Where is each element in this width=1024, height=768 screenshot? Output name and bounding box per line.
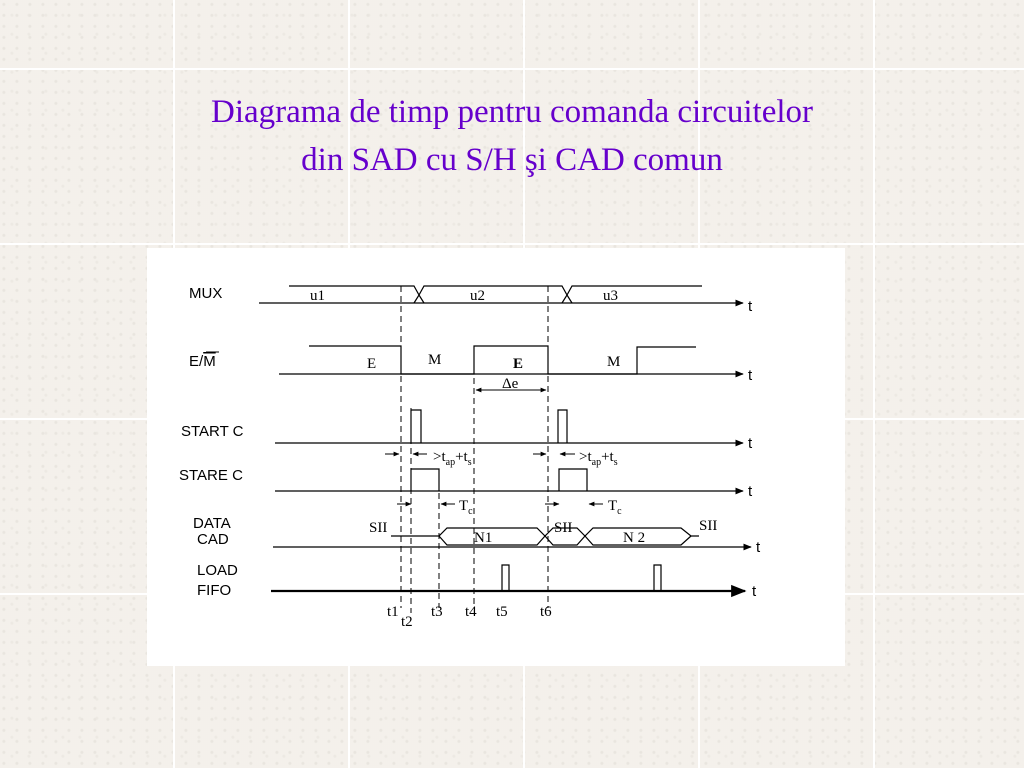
tc-label-1: $T_c$ <box>459 498 473 517</box>
stare-pulses <box>411 469 587 491</box>
signal-label-fifo: FIFO <box>197 582 232 599</box>
em-state-3: E <box>513 356 524 372</box>
em-state-2: M <box>428 352 442 368</box>
timing-diagram-panel <box>147 248 845 666</box>
delta-e-label: Δe <box>502 376 519 392</box>
timing-diagram <box>147 248 845 666</box>
sii-label-2: SII <box>554 520 573 536</box>
signal-label-cad: CAD <box>197 531 229 548</box>
signal-label-em-bar: M <box>203 353 216 370</box>
data-axis-label: t <box>756 539 761 556</box>
data-word-n2: N 2 <box>623 530 646 546</box>
mux-value-u3: u3 <box>603 288 618 304</box>
signal-label-data: DATA <box>193 515 231 532</box>
mux-bus-waveform <box>289 286 702 303</box>
data-word-n1: N1 <box>474 530 493 546</box>
tap-ts-label-2: $>t_{ap}+t_s$ <box>579 449 618 468</box>
time-mark-t5: t5 <box>496 604 508 620</box>
start-pulses <box>411 410 567 443</box>
em-axis-label: t <box>748 367 753 384</box>
time-mark-t3: t3 <box>431 604 443 620</box>
signal-label-stare: STARE C <box>179 467 243 484</box>
data-bus-waveform <box>391 528 699 545</box>
em-state-4: M <box>607 354 621 370</box>
signal-label-em-prefix: E/ <box>189 353 204 370</box>
tap-ts-label-1: $>t_{ap}+t_s$ <box>433 449 472 468</box>
start-axis-label: t <box>748 435 753 452</box>
time-mark-t1: t1 <box>387 604 399 620</box>
signal-label-load: LOAD <box>197 562 238 579</box>
mux-value-u1: u1 <box>310 288 325 304</box>
time-mark-t4: t4 <box>465 604 477 620</box>
signal-label-start: START C <box>181 423 244 440</box>
time-marker-lines <box>401 286 548 613</box>
sii-label-1: SII <box>369 520 388 536</box>
em-state-1: E <box>367 356 377 372</box>
signal-label-em <box>189 353 216 370</box>
load-pulses <box>502 565 661 591</box>
mux-value-u2: u2 <box>470 288 485 304</box>
stare-axis-label: t <box>748 483 753 500</box>
time-mark-t2: t2 <box>401 614 413 630</box>
title-line-2: din SAD cu S/H şi CAD comun <box>301 142 723 178</box>
signal-label-mux: MUX <box>189 285 223 302</box>
tc-label-2: $T_c$ <box>608 498 622 517</box>
mux-axis-label: t <box>748 298 753 315</box>
slide-title <box>0 88 1024 184</box>
time-mark-t6: t6 <box>540 604 552 620</box>
sii-label-3: SII <box>699 518 718 534</box>
load-axis-label: t <box>752 583 757 600</box>
title-line-1: Diagrama de timp pentru comanda circuitelor <box>210 94 813 130</box>
